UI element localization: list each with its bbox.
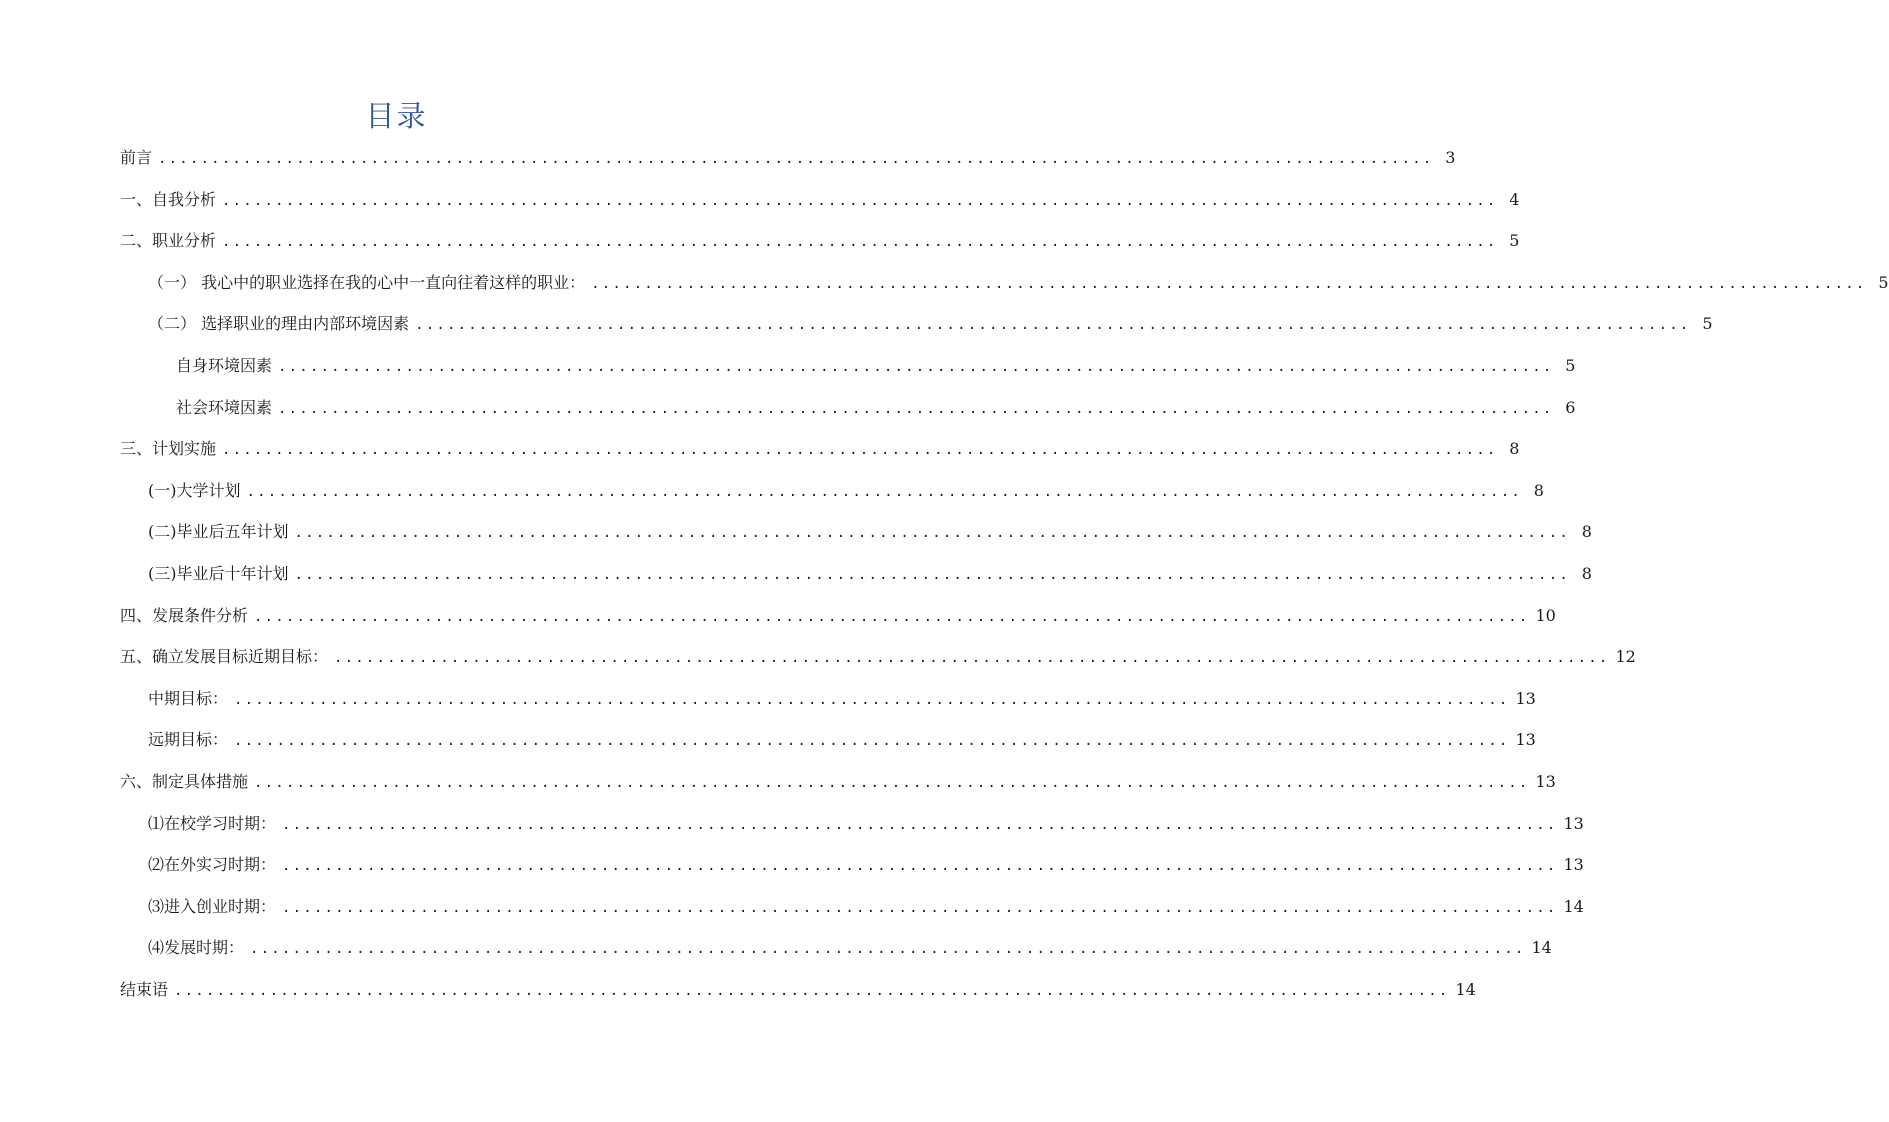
toc-entry-label: （一） 我心中的职业选择在我的心中一直向往着这样的职业： [148, 273, 586, 292]
toc-entry-page: 5 [1702, 314, 1713, 333]
toc-entry-page: 12 [1615, 647, 1636, 666]
toc-leader-dots: ........................................................................................................................ [222, 234, 1498, 250]
toc-entry-page: 5 [1878, 273, 1889, 292]
toc-entry-long-term-goals[interactable] [148, 728, 1536, 752]
toc-leader-dots: ........................................................................................................................ [246, 484, 1522, 500]
toc-entry-personal-environment[interactable] [176, 354, 1576, 378]
toc-entry-career-choice[interactable] [148, 271, 1889, 295]
toc-leader-dots: ........................................................................................................................ [174, 983, 1450, 999]
toc-entry-label: 六、制定具体措施 [120, 772, 249, 791]
toc-entry-label: ⑶进入创业时期： [148, 897, 277, 916]
toc-leader-dots: ........................................................................................................................ [158, 151, 1434, 167]
toc-entry-label: （二） 选择职业的理由内部环境因素 [148, 314, 410, 333]
toc-entry-page: 13 [1563, 855, 1584, 874]
toc-entry-label: 远期目标： [148, 730, 229, 749]
toc-entry-plan-implementation[interactable] [120, 437, 1520, 461]
toc-entry-label: 三、计划实施 [120, 439, 217, 458]
toc-leader-dots: ........................................................................................................................ [222, 193, 1498, 209]
toc-leader-dots: ........................................................................................................................ [334, 650, 1610, 666]
toc-entry-label: 四、发展条件分析 [120, 606, 249, 625]
toc-leader-dots: ........................................................................................................................ [234, 733, 1510, 749]
toc-entry-label: 前言 [120, 148, 153, 167]
toc-leader-dots: ........................................................................................................................ [294, 567, 1570, 583]
toc-entry-page: 5 [1509, 231, 1520, 250]
toc-entry-label: 自身环境因素 [176, 356, 273, 375]
toc-entry-specific-measures[interactable] [120, 770, 1556, 794]
toc-entry-label: ⑷发展时期： [148, 938, 245, 957]
toc-leader-dots: ........................................................................................................................ [278, 401, 1554, 417]
toc-entry-page: 14 [1531, 938, 1552, 957]
toc-entry-college-plan[interactable] [148, 479, 1544, 503]
toc-entry-mid-term-goals[interactable] [148, 687, 1536, 711]
toc-entry-page: 8 [1509, 439, 1520, 458]
toc-leader-dots: ........................................................................................................................ [591, 276, 1867, 292]
toc-entry-page: 14 [1455, 980, 1476, 999]
toc-entry-page: 8 [1581, 522, 1592, 541]
toc-leader-dots: ........................................................................................................................ [282, 858, 1558, 874]
toc-entry-label: 一、自我分析 [120, 190, 217, 209]
toc-entry-page: 13 [1515, 689, 1536, 708]
toc-entry-label: 五、确立发展目标近期目标： [120, 647, 329, 666]
toc-leader-dots: ........................................................................................................................ [294, 525, 1570, 541]
toc-leader-dots: ........................................................................................................................ [415, 317, 1691, 333]
toc-entry-label: ⑵在外实习时期： [148, 855, 277, 874]
toc-entry-label: 二、职业分析 [120, 231, 217, 250]
toc-entry-development-conditions[interactable] [120, 604, 1556, 628]
toc-entry-page: 5 [1565, 356, 1576, 375]
toc-entry-label: 社会环境因素 [176, 398, 273, 417]
toc-entry-short-term-goals[interactable] [120, 645, 1636, 669]
toc-entry-page: 3 [1445, 148, 1456, 167]
toc-leader-dots: ........................................................................................................................ [282, 817, 1558, 833]
toc-entry-page: 8 [1581, 564, 1592, 583]
toc-entry-label: 结束语 [120, 980, 169, 999]
toc-entry-label: 中期目标： [148, 689, 229, 708]
toc-entry-self-analysis[interactable] [120, 188, 1520, 212]
toc-entry-five-year-plan[interactable] [148, 520, 1592, 544]
toc-entry-page: 6 [1565, 398, 1576, 417]
toc-entry-social-environment[interactable] [176, 396, 1576, 420]
toc-leader-dots: ........................................................................................................................ [278, 359, 1554, 375]
toc-entry-label: (二)毕业后五年计划 [148, 522, 289, 541]
toc-entry-school-period[interactable] [148, 812, 1584, 836]
toc-entry-label: (一)大学计划 [148, 481, 241, 500]
toc-entry-label: ⑴在校学习时期： [148, 814, 277, 833]
toc-leader-dots: ........................................................................................................................ [222, 442, 1498, 458]
toc-entry-page: 10 [1535, 606, 1556, 625]
toc-entry-page: 4 [1509, 190, 1520, 209]
toc-leader-dots: ........................................................................................................................ [250, 941, 1526, 957]
toc-title: 目录 [365, 99, 428, 133]
toc-entry-label: (三)毕业后十年计划 [148, 564, 289, 583]
toc-entry-preface[interactable] [120, 146, 1456, 170]
toc-entry-page: 13 [1563, 814, 1584, 833]
toc-entry-internship-period[interactable] [148, 853, 1584, 877]
toc-entry-startup-period[interactable] [148, 895, 1584, 919]
toc-leader-dots: ........................................................................................................................ [254, 775, 1530, 791]
toc-entry-ten-year-plan[interactable] [148, 562, 1592, 586]
toc-entry-development-period[interactable] [148, 936, 1552, 960]
toc-entry-page: 8 [1533, 481, 1544, 500]
toc-entry-career-analysis[interactable] [120, 229, 1520, 253]
toc-leader-dots: ........................................................................................................................ [282, 900, 1558, 916]
toc-entry-conclusion[interactable] [120, 978, 1476, 1002]
toc-entry-page: 13 [1515, 730, 1536, 749]
toc-leader-dots: ........................................................................................................................ [254, 609, 1530, 625]
toc-entry-career-reasons[interactable] [148, 312, 1713, 336]
toc-leader-dots: ........................................................................................................................ [234, 692, 1510, 708]
toc-entry-page: 14 [1563, 897, 1584, 916]
toc-entry-page: 13 [1535, 772, 1556, 791]
